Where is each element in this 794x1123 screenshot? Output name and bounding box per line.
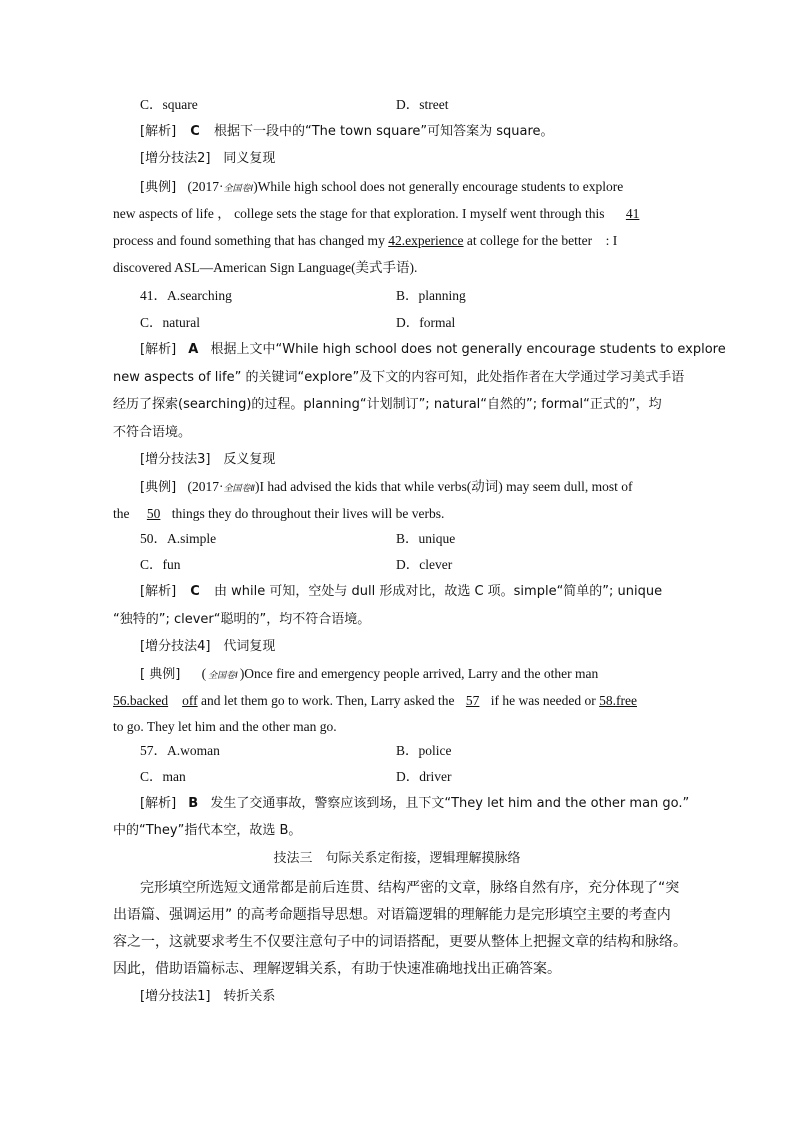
example2-text: at college for the better : I [466,233,618,248]
explanation-text: 根据下一段中的“The town square”可知答案为 square。 [213,124,554,139]
option-a: 41．A.searching [140,288,232,303]
explanation-text: 由 while 可知，空处与 dull 形成对比，故选 C 项。simple“简单的”; unique [213,584,663,599]
source-paper: 全国卷Ⅰ [223,184,254,194]
explanation-tag: [解析] [140,124,177,139]
blank-41: 41 [625,206,640,221]
example3-text: the [113,506,130,521]
blank-50: 50 [146,506,161,521]
example-tag: [典例] [140,180,177,195]
example-tag: [典例] [140,480,177,495]
example-tag: [ 典例] [140,667,181,682]
example3-line1 [140,478,681,498]
answer-letter: B [188,796,199,811]
example2-line2 [113,205,681,223]
explanation41-line2: new aspects of life” 的关键词“explore”及下文的内容可知，此处指作者在大学通过学习美式手语 [113,370,685,385]
example2-line3 [113,232,681,250]
example4-text: and let them go to work. Then, Larry asked the [200,693,455,708]
option-d: D．driver [396,769,452,784]
option-b: B．planning [396,288,466,303]
example4-text: if he was needed or [490,693,596,708]
tip-heading-2: [增分技法2] 同义复现 [140,151,276,166]
option-d: D．clever [396,557,453,572]
explanation50-line2: “独特的”; clever“聪明的”，均不符合语境。 [113,612,371,627]
explanation57-line1 [140,795,708,813]
example3-line2 [113,505,681,523]
paragraph-line4: 因此，借助语篇标志、理解逻辑关系，有助于快速准确地找出正确答案。 [113,961,561,977]
blank-56-word: 56.backed [113,693,169,708]
explanation-text: 根据上文中“While high school does not generally encourage students to explore [210,342,726,357]
paragraph-line3: 容之一，这就要求考生不仅要注意句子中的词语搭配，更要从整体上把握文章的结构和脉络。 [113,934,687,950]
example4-line3: to go. They let him and the other man go. [113,719,337,734]
paragraph-line1: 完形填空所选短文通常都是前后连贯、结构严密的文章，脉络自然有序，充分体现了“突 [140,880,680,896]
example4-line1 [140,665,681,685]
source-paper: 全国卷Ⅰ [208,671,238,681]
example2-text: )While high school does not generally encourage students to explore [253,179,624,194]
option-d: D．formal [396,315,456,330]
tip-heading-3: [增分技法3] 反义复现 [140,452,276,467]
option-c: C．man [140,769,186,784]
explanation57-line2: 中的“They”指代本空，故选 B。 [113,823,302,838]
example2-line1 [140,178,681,198]
option-c: C．fun [140,557,181,572]
option-b: B．police [396,743,452,758]
blank-57: 57 [465,693,480,708]
blank-56 [113,693,198,708]
example2-line4: discovered ASL—American Sign Language(美式手语). [113,260,418,275]
explanation-tag: [解析] [140,342,177,357]
paragraph-line2: 出语篇、强调运用” 的高考命题指导思想。对语篇逻辑的理解能力是完形填空主要的考查内 [113,907,671,923]
explanation41-line4: 不符合语境。 [113,425,192,440]
source-open: ( [201,666,207,681]
option-c: C．square [140,97,198,112]
answer-letter: C [190,584,200,599]
blank-58: 58.free [599,693,637,708]
section-heading: 技法三 句际关系定衔接，逻辑理解摸脉络 [273,851,521,866]
option-a: 57．A.woman [140,743,220,758]
explanation-tag: [解析] [140,584,177,599]
example2-text: process and found something that has changed my [113,233,385,248]
example4-line2 [113,692,681,710]
option-d: D．street [396,97,449,112]
answer-letter: C [190,124,200,139]
explanation-prev [140,123,708,141]
explanation-text: 发生了交通事故，警察应该到场，且下文“They let him and the other man go.” [210,796,690,811]
example3-text: )I had advised the kids that while verbs(动词) may seem dull, most of [254,479,633,494]
tip-heading-last: [增分技法1] 转折关系 [140,989,276,1004]
explanation-tag: [解析] [140,796,177,811]
source-year: (2017· [187,479,224,494]
explanation50-line1 [140,583,708,601]
example2-text: new aspects of life ， college sets the stage for that exploration. I myself went through this [113,206,605,221]
example4-text: )Once fire and emergency people arrived, Larry and the other man [239,666,599,681]
blank-42: 42.experience [388,233,464,248]
answer-letter: A [188,342,199,357]
blank-56-particle: off [182,693,198,708]
option-c: C．natural [140,315,200,330]
source-year: (2017· [187,179,224,194]
source-paper: 全国卷Ⅱ [223,484,255,494]
tip-heading-4: [增分技法4] 代词复现 [140,639,276,654]
example3-text: things they do throughout their lives will be verbs. [171,506,445,521]
option-b: B．unique [396,531,456,546]
explanation41-line1 [140,341,726,359]
option-a: 50．A.simple [140,531,217,546]
explanation41-line3: 经历了探索(searching)的过程。planning“计划制订”; natural“自然的”; formal“正式的”，均 [113,397,662,412]
